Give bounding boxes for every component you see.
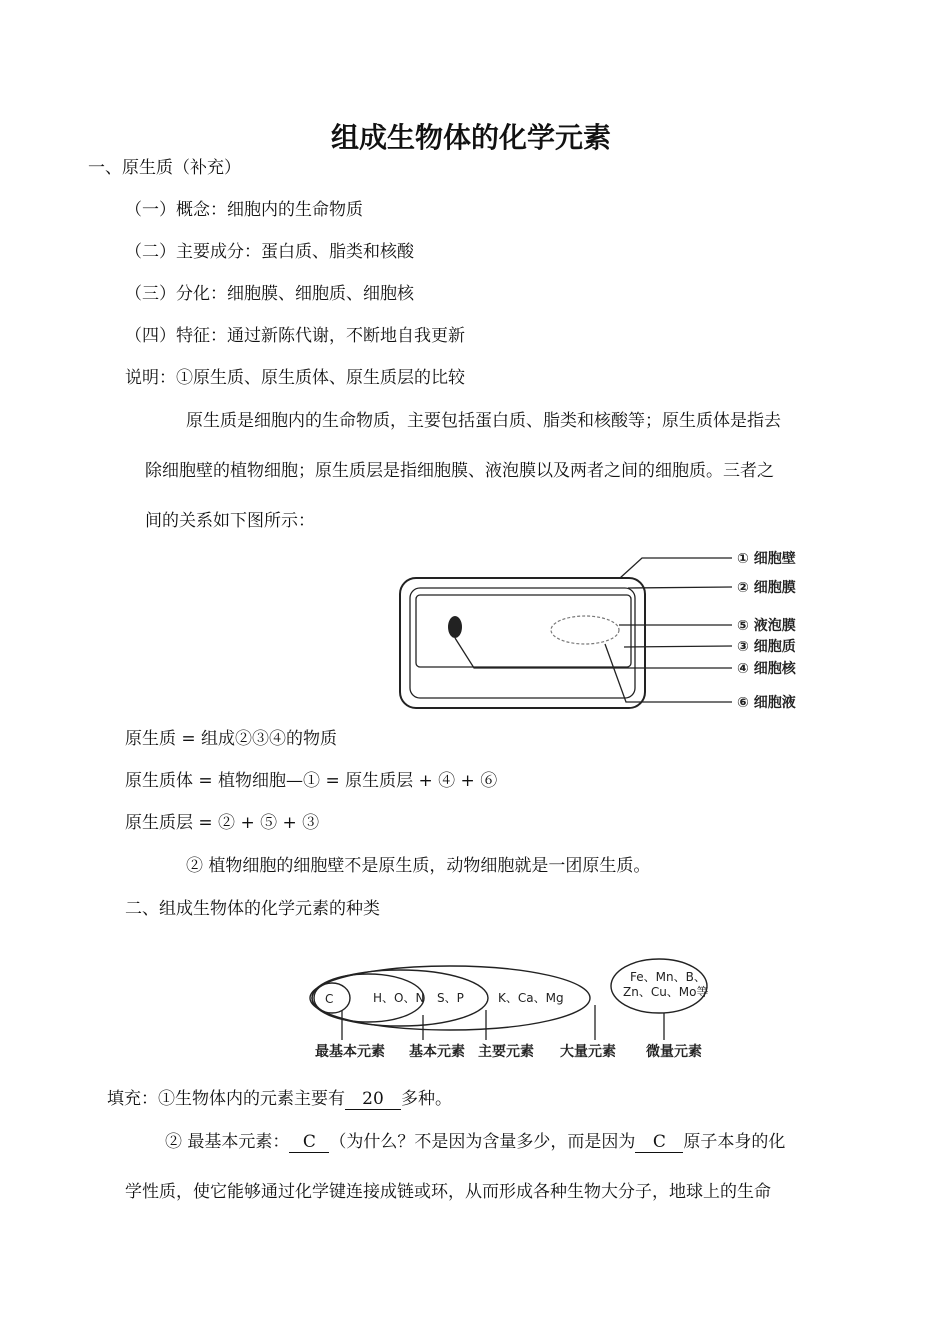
formula-line: 原生质 = 组成②③④的物质 <box>125 729 338 749</box>
cell-label: ⑥ 细胞液 <box>737 695 796 711</box>
concept-item: （一）概念：细胞内的生命物质 <box>125 200 363 220</box>
section1-heading: 一、原生质（补充） <box>88 158 241 178</box>
element-group-kcamg: K、Ca、Mg <box>498 991 564 1005</box>
paragraph-line: 间的关系如下图所示： <box>145 511 315 531</box>
cell-label: ⑤ 液泡膜 <box>737 618 796 634</box>
vacuole <box>551 616 619 644</box>
section2-heading: 二、组成生物体的化学元素的种类 <box>125 899 380 919</box>
paragraph-line: 除细胞壁的植物细胞；原生质层是指细胞膜、液泡膜以及两者之间的细胞质。三者之 <box>145 461 774 481</box>
cell-label: ② 细胞膜 <box>737 580 796 596</box>
micro-elements-line2: Zn、Cu、Mo等 <box>623 985 709 999</box>
fill-text: 多种。 <box>401 1089 452 1109</box>
formula-line: 原生质体 = 植物细胞—① = 原生质层 + ④ + ⑥ <box>125 771 498 791</box>
element-label: 最基本元素 <box>315 1044 385 1060</box>
fill-line-2 <box>165 1131 785 1153</box>
element-label: 大量元素 <box>560 1044 616 1060</box>
nucleus <box>448 616 462 638</box>
page-title: 组成生物体的化学元素 <box>331 121 612 154</box>
element-label: 微量元素 <box>646 1044 702 1060</box>
cell-label: ③ 细胞质 <box>737 639 796 655</box>
fill-line-1 <box>107 1088 452 1110</box>
formula-line: 原生质层 = ② + ⑤ + ③ <box>125 813 320 833</box>
element-group-sp: S、P <box>437 991 464 1005</box>
cell-label: ① 细胞壁 <box>737 551 796 567</box>
answer-blank: 20 <box>345 1089 401 1110</box>
fill-text: ② 最基本元素： <box>165 1132 290 1152</box>
differentiation-item: （三）分化：细胞膜、细胞质、细胞核 <box>125 284 414 304</box>
answer-blank: C <box>635 1132 683 1153</box>
cell-diagram <box>390 545 820 720</box>
element-group-c: C <box>325 992 334 1006</box>
micro-elements-line1: Fe、Mn、B、 <box>630 970 706 984</box>
element-label: 基本元素 <box>409 1044 465 1060</box>
element-group-hon: H、O、N <box>373 991 425 1005</box>
cell-wall <box>400 578 645 708</box>
note2: ② 植物细胞的细胞壁不是原生质，动物细胞就是一团原生质。 <box>186 856 651 876</box>
fill-text: 原子本身的化 <box>683 1132 786 1152</box>
element-diagram <box>305 955 725 1065</box>
fill-text: 填充：①生物体内的元素主要有 <box>107 1089 345 1109</box>
fill-text: （为什么？不是因为含量多少，而是因为 <box>329 1132 636 1152</box>
cell-membrane <box>410 588 635 698</box>
composition-item: （二）主要成分：蛋白质、脂类和核酸 <box>125 242 414 262</box>
answer-blank: C <box>289 1132 329 1153</box>
cell-label: ④ 细胞核 <box>737 661 796 677</box>
cytoplasm-boundary <box>416 595 631 667</box>
feature-item: （四）特征：通过新陈代谢，不断地自我更新 <box>125 326 465 346</box>
element-label: 主要元素 <box>478 1044 534 1060</box>
paragraph-line: 原生质是细胞内的生命物质，主要包括蛋白质、脂类和核酸等；原生质体是指去 <box>186 411 781 431</box>
fill-line-3: 学性质，使它能够通过化学键连接成链或环，从而形成各种生物大分子，地球上的生命 <box>125 1182 771 1202</box>
note-label: 说明：①原生质、原生质体、原生质层的比较 <box>125 368 465 388</box>
